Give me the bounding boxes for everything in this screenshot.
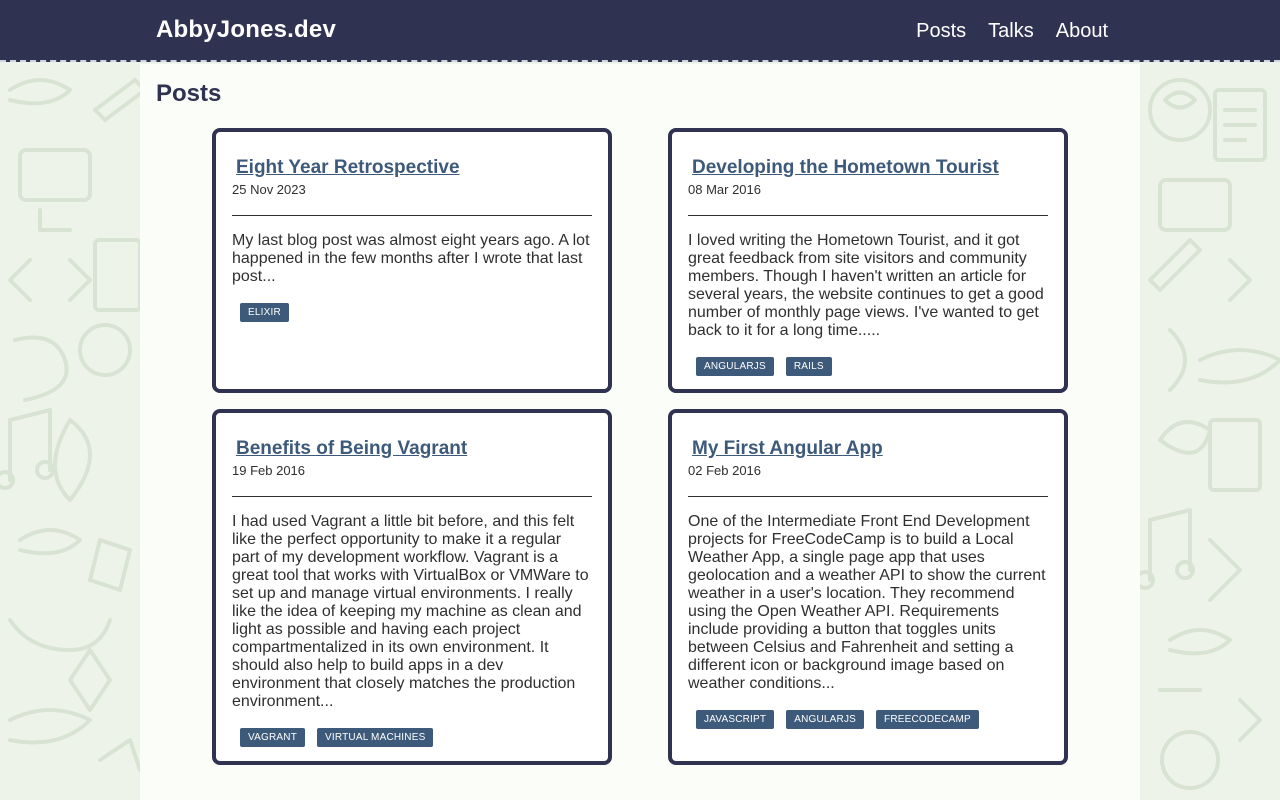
post-card [212,128,612,393]
nav-posts-link[interactable]: Posts [916,19,967,42]
nav-about-link[interactable]: About [1055,19,1108,42]
post-date: 25 Nov 2023 [232,182,306,197]
post-tags [696,357,1048,376]
post-date: 08 Mar 2016 [688,182,761,197]
main-nav [916,20,1108,43]
divider [688,496,1048,497]
tag-badge[interactable]: JAVASCRIPT [696,710,774,729]
post-title [692,152,1048,178]
tag-badge[interactable]: RAILS [786,357,832,376]
site-header [0,0,1280,62]
post-title [236,152,592,178]
post-card [668,409,1068,765]
tag-badge[interactable]: VAGRANT [240,728,305,747]
divider [232,496,592,497]
tag-badge[interactable]: ELIXIR [240,303,289,322]
tag-badge[interactable]: VIRTUAL MACHINES [317,728,433,747]
post-tags [696,710,1048,729]
post-date: 02 Feb 2016 [688,463,762,478]
post-tags [240,303,592,322]
post-title [692,433,1048,459]
post-date: 19 Feb 2016 [232,463,306,478]
post-tags [240,728,592,747]
nav-talks-link[interactable]: Talks [988,19,1034,42]
post-title-link[interactable]: Developing the Hometown Tourist [692,157,999,178]
main-content [140,64,1140,800]
post-title-link[interactable]: My First Angular App [692,438,883,459]
tag-badge[interactable]: ANGULARJS [786,710,864,729]
post-excerpt: My last blog post was almost eight years ago. A lot happened in the few months after I wrote that last post... [232,232,590,285]
post-excerpt: I loved writing the Hometown Tourist, and it got great feedback from site visitors and community members. Though I haven't written an article for several years, the website continues to get a good number of monthly page views. I've wanted to get back to it for a long time..... [688,232,1044,339]
post-title-link[interactable]: Benefits of Being Vagrant [236,438,468,459]
post-title [236,433,592,459]
tag-badge[interactable]: FREECODECAMP [876,710,979,729]
post-card [212,409,612,765]
header-inner [156,0,1108,62]
page-title: Posts [156,80,222,107]
divider [688,215,1048,216]
post-card [668,128,1068,393]
tag-badge[interactable]: ANGULARJS [696,357,774,376]
site-brand-link[interactable]: AbbyJones.dev [156,15,336,43]
post-title-link[interactable]: Eight Year Retrospective [236,157,460,178]
post-excerpt: One of the Intermediate Front End Development projects for FreeCodeCamp is to build a Local Weather App, a single page app that uses geolocation and a weather API to show the current weather in a user's location. They recommend using the Open Weather API. Requirements include providing a button that toggles units between Celsius and Fahrenheit and setting a different icon or background image based on weather conditions... [688,513,1046,692]
post-excerpt: I had used Vagrant a little bit before, and this felt like the perfect opportunity to make it a regular part of my development workflow. Vagrant is a great tool that works with VirtualBox or VMWare to set up and manage virtual environments. I really like the idea of keeping my machine as clean and light as possible and having each project compartmentalized in its own environment. It should also help to build apps in a dev environment that closely matches the production environment... [232,513,589,710]
divider [232,215,592,216]
